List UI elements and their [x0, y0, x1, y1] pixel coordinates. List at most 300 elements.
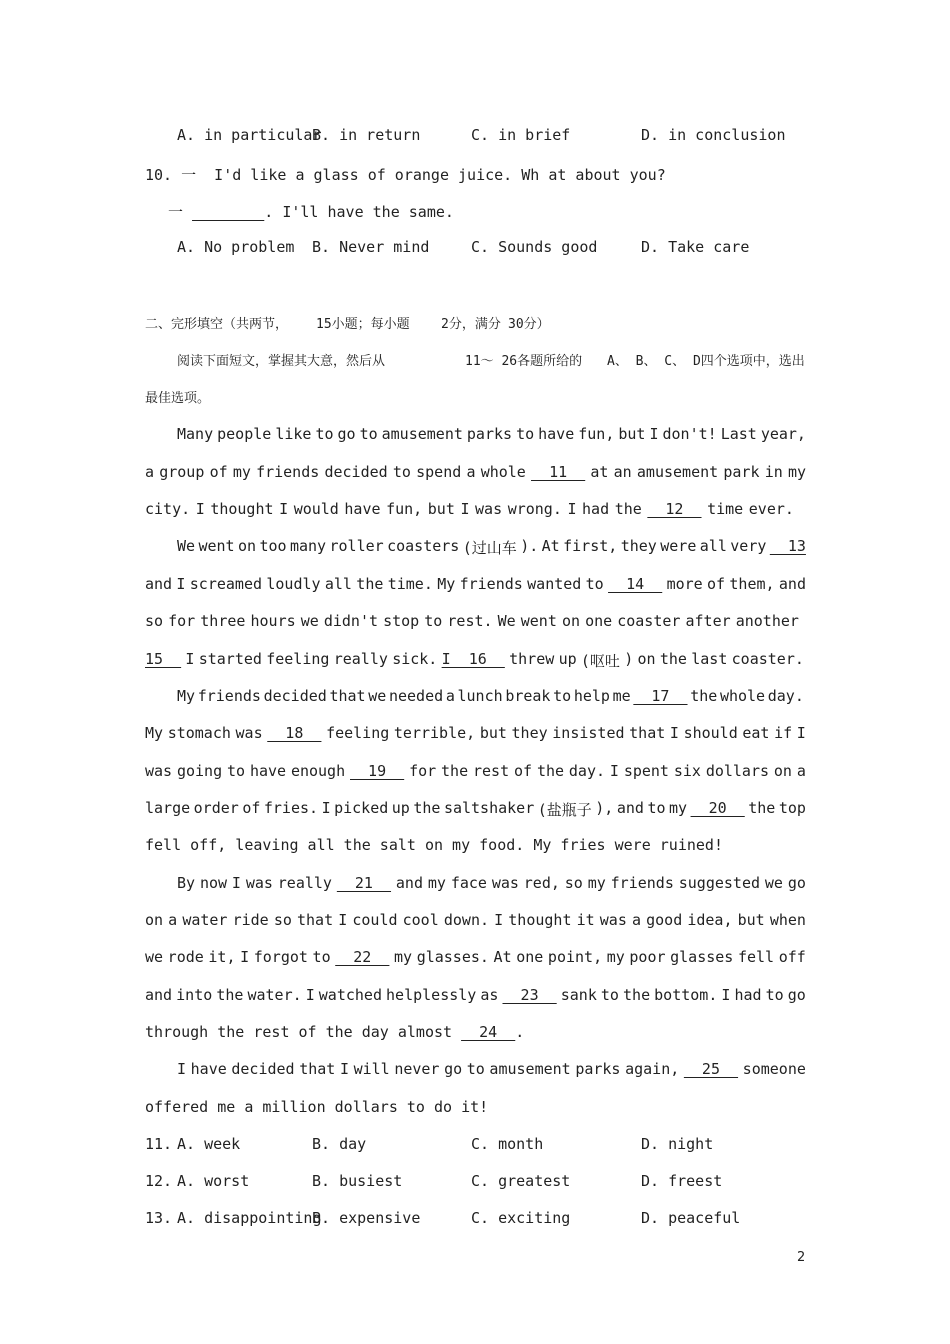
word: the	[216, 986, 244, 1004]
word: three	[200, 612, 246, 630]
word: sank	[560, 986, 597, 1004]
word: my	[606, 948, 625, 966]
word: so	[273, 911, 292, 929]
instr-part-a: 阅读下面短文，掌握其大意，然后从	[177, 354, 386, 369]
blank: 25	[683, 1060, 739, 1078]
word: but	[737, 911, 765, 929]
q12-option-d: D. freest	[641, 1172, 723, 1190]
q13-option-b: B. expensive	[312, 1209, 421, 1227]
q12-option-b: B. busiest	[312, 1172, 403, 1190]
word: of	[209, 463, 228, 481]
word: like	[275, 425, 312, 443]
word: amusement	[381, 425, 463, 443]
word: a	[796, 762, 806, 780]
word: )	[624, 650, 634, 668]
blank: 21	[336, 874, 392, 892]
word: didn't	[323, 612, 379, 630]
word: the	[356, 575, 384, 593]
word: one	[516, 948, 544, 966]
word: I	[195, 500, 205, 518]
q11-option-a: A. week	[177, 1135, 241, 1153]
word: (呕吐	[580, 652, 620, 670]
word: I	[177, 1060, 187, 1078]
instr-part-c: A、 B、 C、 D四个选项中，选出	[607, 354, 805, 369]
word: watched	[318, 986, 382, 1004]
q10-option-b: B. Never mind	[312, 238, 430, 256]
word: group	[159, 463, 205, 481]
blank: 18	[267, 724, 322, 742]
q10-option-a: A. No problem	[177, 238, 295, 256]
word: but	[618, 425, 646, 443]
word: order	[193, 799, 239, 817]
passage-line	[145, 948, 806, 966]
word: was	[245, 874, 273, 892]
word: that	[329, 687, 366, 705]
word: another	[735, 612, 799, 630]
word: someone	[742, 1060, 806, 1078]
word: decided	[263, 687, 327, 705]
word: up	[391, 799, 410, 817]
word: My	[177, 687, 196, 705]
word: many	[289, 537, 327, 555]
word: parks	[575, 1060, 621, 1078]
word: coaster.	[731, 650, 804, 668]
word: on	[238, 537, 257, 555]
word: to	[392, 463, 411, 481]
q11-number: 11.	[145, 1135, 173, 1153]
word: to	[466, 1060, 485, 1078]
word: feeling	[266, 650, 330, 668]
word: insisted	[552, 724, 625, 742]
word: day.	[767, 687, 804, 705]
word: was	[145, 762, 173, 780]
word: spent	[623, 762, 669, 780]
word: roller	[329, 537, 384, 555]
word: went	[520, 612, 557, 630]
word: have	[249, 762, 287, 780]
word: was	[475, 500, 503, 518]
q9-option-a: A. in particular	[177, 126, 322, 144]
word: was	[491, 874, 519, 892]
word: friends	[610, 874, 674, 892]
word: and	[395, 874, 423, 892]
q12-option-a: A. worst	[177, 1172, 250, 1190]
word: I	[321, 799, 331, 817]
word: amusement	[489, 1060, 571, 1078]
word: We	[497, 612, 516, 630]
word: a	[631, 911, 641, 929]
word: cool	[402, 911, 439, 929]
heading-part-d: 30分）	[508, 317, 550, 332]
blank: 12	[647, 500, 702, 518]
word: fell	[737, 948, 775, 966]
word: city.	[145, 500, 191, 518]
word: should	[683, 724, 738, 742]
word: I	[279, 500, 289, 518]
word: to	[312, 948, 331, 966]
word: to	[600, 986, 619, 1004]
word: the	[441, 762, 469, 780]
word: never	[394, 1060, 440, 1078]
word: they	[620, 537, 657, 555]
word: park	[723, 463, 760, 481]
q10-line2: 一 . I'll have the same.	[168, 203, 454, 221]
word: it,	[208, 948, 236, 966]
word: coasters	[387, 537, 460, 555]
word: on	[773, 762, 792, 780]
word: fun,	[386, 500, 423, 518]
word: to	[359, 425, 378, 443]
q12-option-c: C. greatest	[471, 1172, 571, 1190]
word: I	[460, 500, 470, 518]
heading-part-c: 2分，满分	[441, 317, 501, 332]
word: (过山车	[462, 539, 517, 557]
word: down.	[443, 911, 490, 929]
q10-option-c: C. Sounds good	[471, 238, 598, 256]
word: too	[259, 537, 287, 555]
word: I	[494, 911, 504, 929]
word: we	[764, 874, 783, 892]
word: if	[774, 724, 793, 742]
word: face	[450, 874, 487, 892]
word: the	[536, 762, 565, 780]
passage-line	[145, 986, 806, 1004]
instr-part-b: 11～ 26各题所给的	[465, 354, 583, 369]
q11-option-c: C. month	[471, 1135, 544, 1153]
word: At	[493, 948, 512, 966]
word: rest	[473, 762, 510, 780]
blank: 20	[690, 799, 745, 817]
word: I	[567, 500, 577, 518]
word: rode	[167, 948, 204, 966]
word: all	[699, 537, 727, 555]
word: up	[558, 650, 577, 668]
word: really	[333, 650, 388, 668]
word: forgot	[253, 948, 308, 966]
word: spend	[416, 463, 462, 481]
blank: 14	[608, 575, 663, 593]
word: and	[616, 799, 644, 817]
word: ever.	[748, 500, 794, 518]
word: in	[764, 463, 783, 481]
word: to	[647, 799, 666, 817]
word: the	[623, 986, 651, 1004]
word: went	[198, 537, 235, 555]
word: when	[769, 911, 806, 929]
word: loudly	[266, 575, 321, 593]
word: good	[646, 911, 683, 929]
word: will	[353, 1060, 390, 1078]
word: At	[541, 537, 560, 555]
word: suggested	[678, 874, 761, 892]
word: I	[339, 1060, 349, 1078]
q10-blank	[192, 203, 264, 221]
word: have	[190, 1060, 227, 1078]
word: eat	[742, 724, 770, 742]
blank: 22	[335, 948, 390, 966]
word: We	[177, 537, 196, 555]
blank: I 16	[441, 650, 505, 668]
word: to	[765, 986, 784, 1004]
word: to	[585, 575, 604, 593]
q11-option-d: D. night	[641, 1135, 714, 1153]
word: I	[305, 986, 315, 1004]
word: as	[480, 986, 499, 1004]
word: my	[669, 799, 688, 817]
word: dollars	[705, 762, 770, 780]
blank-24: 24	[461, 1023, 516, 1041]
word: fries.	[263, 799, 319, 817]
word: we	[368, 687, 387, 705]
word: one	[585, 612, 613, 630]
word: lunch	[457, 687, 503, 705]
passage-line	[177, 425, 806, 443]
word: I	[796, 724, 806, 742]
word: of	[242, 799, 261, 817]
word: of	[514, 762, 533, 780]
word: friends	[256, 463, 320, 481]
word: fun,	[578, 425, 615, 443]
word: water	[182, 911, 228, 929]
q13-option-c: C. exciting	[471, 1209, 571, 1227]
word: saltshaker	[443, 799, 535, 817]
word: ).	[520, 537, 539, 555]
q9-option-b: B. in return	[312, 126, 421, 144]
word: a	[466, 463, 476, 481]
word: By	[177, 874, 196, 892]
passage-line	[145, 911, 806, 929]
word: friends	[197, 687, 261, 705]
word: sick.	[392, 650, 438, 668]
instr-part-d: 最佳选项。	[145, 391, 211, 406]
word: idea,	[687, 911, 733, 929]
word: all	[324, 575, 352, 593]
word: very	[730, 537, 767, 555]
word: that	[299, 1060, 336, 1078]
word: people	[217, 425, 272, 443]
word: go	[787, 986, 806, 1004]
word: started	[198, 650, 262, 668]
word: six	[673, 762, 701, 780]
word: but	[479, 724, 507, 742]
word: terrible,	[393, 724, 476, 742]
word: into	[176, 986, 213, 1004]
word: enough	[290, 762, 346, 780]
word: them,	[729, 575, 775, 593]
word: would	[293, 500, 339, 518]
word: My	[437, 575, 456, 593]
word: I	[721, 986, 731, 1004]
word: feeling	[326, 724, 390, 742]
word: I	[669, 724, 679, 742]
word: Many	[177, 425, 214, 443]
word: don't!	[662, 425, 717, 443]
word: I	[231, 874, 241, 892]
word: more	[666, 575, 703, 593]
word: could	[352, 911, 398, 929]
word: of	[707, 575, 726, 593]
word: the	[659, 650, 687, 668]
passage-line	[177, 874, 806, 892]
page-number: 2	[797, 1250, 806, 1265]
word: coaster	[617, 612, 681, 630]
word: whole	[480, 463, 526, 481]
word: glasses	[670, 948, 734, 966]
word: on	[637, 650, 656, 668]
word: helplessly	[386, 986, 477, 1004]
blank: 13	[769, 537, 806, 555]
passage-line	[145, 724, 806, 742]
word: to	[315, 425, 334, 443]
word: I	[176, 575, 186, 593]
word: amusement	[636, 463, 719, 481]
word: me	[612, 687, 631, 705]
passage-line: through the rest of the day almost 24 .	[145, 1023, 525, 1041]
word: so	[145, 612, 164, 630]
word: so	[564, 874, 583, 892]
word: I	[185, 650, 195, 668]
word: for	[168, 612, 196, 630]
word: my	[232, 463, 251, 481]
passage-line: offered me a million dollars to do it!	[145, 1098, 489, 1116]
word: but	[427, 500, 455, 518]
word: for	[409, 762, 437, 780]
passage-line	[145, 762, 806, 780]
q9-option-d: D. in conclusion	[641, 126, 786, 144]
word: I	[609, 762, 619, 780]
q13-option-d: D. peaceful	[641, 1209, 741, 1227]
word: were	[660, 537, 697, 555]
word: time	[707, 500, 744, 518]
word: on	[145, 911, 164, 929]
word: we	[145, 948, 164, 966]
word: stop	[383, 612, 420, 630]
word: wanted	[527, 575, 582, 593]
word: to	[424, 612, 443, 630]
word: had	[582, 500, 610, 518]
word: bottom.	[654, 986, 718, 1004]
word: red,	[523, 874, 560, 892]
word: the	[614, 500, 642, 518]
blank: 17	[633, 687, 688, 705]
word: large	[145, 799, 191, 817]
word: on	[561, 612, 580, 630]
word: after	[685, 612, 731, 630]
word: picked	[334, 799, 389, 817]
word: that	[296, 911, 334, 929]
q13-option-a: A. disappointing	[177, 1209, 322, 1227]
passage-line	[145, 463, 806, 481]
passage-line	[177, 687, 804, 705]
q10-line1: 10. 一 I'd like a glass of orange juice. Wh at about you?	[145, 166, 666, 184]
passage-line: fell off, leaving all the salt on my food. My fries were ruined!	[145, 836, 723, 854]
word: it	[576, 911, 595, 929]
word: ),	[595, 799, 614, 817]
word: now	[199, 874, 228, 892]
word: first,	[563, 537, 618, 555]
word: my	[394, 948, 413, 966]
word: they	[511, 724, 548, 742]
passage-line	[145, 575, 806, 593]
word: to	[553, 687, 572, 705]
word: have	[344, 500, 381, 518]
word: a	[168, 911, 178, 929]
word: the	[748, 799, 776, 817]
word: was	[599, 911, 627, 929]
word: go	[444, 1060, 463, 1078]
word: whole	[719, 687, 766, 705]
word: my	[427, 874, 446, 892]
word: rest.	[447, 612, 493, 630]
word: Last	[720, 425, 757, 443]
word: go	[787, 874, 806, 892]
word: my	[587, 874, 606, 892]
word: I	[240, 948, 250, 966]
heading-part-b: 15小题；每小题	[316, 317, 410, 332]
blank: 15	[145, 650, 182, 668]
word: screamed	[189, 575, 263, 593]
word: I	[649, 425, 659, 443]
word: we	[300, 612, 319, 630]
q11-option-b: B. day	[312, 1135, 367, 1153]
word: again,	[625, 1060, 680, 1078]
word: that	[629, 724, 666, 742]
word: hours	[250, 612, 296, 630]
passage-line	[145, 650, 804, 671]
word: decided	[324, 463, 388, 481]
word: poor	[629, 948, 666, 966]
word: day.	[568, 762, 606, 780]
word: friends	[459, 575, 523, 593]
q12-number: 12.	[145, 1172, 173, 1190]
word: threw	[509, 650, 555, 668]
word: needed	[388, 687, 444, 705]
passage-line	[177, 537, 806, 558]
passage-line	[145, 612, 799, 630]
word: help	[573, 687, 610, 705]
word: (盐瓶子	[537, 801, 592, 819]
word: to	[227, 762, 246, 780]
word: wrong.	[507, 500, 562, 518]
word: last	[691, 650, 728, 668]
word: a	[445, 687, 455, 705]
word: and	[145, 986, 173, 1004]
word: thought	[210, 500, 274, 518]
word: have	[538, 425, 575, 443]
word: stomach	[167, 724, 231, 742]
blank: 23	[502, 986, 557, 1004]
word: time.	[387, 575, 433, 593]
passage-line	[145, 799, 806, 820]
word: top	[778, 799, 806, 817]
word: the	[413, 799, 441, 817]
word: point,	[547, 948, 603, 966]
word: go	[337, 425, 356, 443]
word: to	[516, 425, 535, 443]
blank: 19	[350, 762, 405, 780]
word: a	[145, 463, 155, 481]
word: off	[778, 948, 806, 966]
word: decided	[231, 1060, 295, 1078]
blank: 11	[531, 463, 586, 481]
word: at	[590, 463, 609, 481]
word: I	[338, 911, 348, 929]
word: My	[145, 724, 164, 742]
word: really	[277, 874, 332, 892]
word: ride	[232, 911, 269, 929]
word: had	[734, 986, 762, 1004]
word: break	[505, 687, 551, 705]
